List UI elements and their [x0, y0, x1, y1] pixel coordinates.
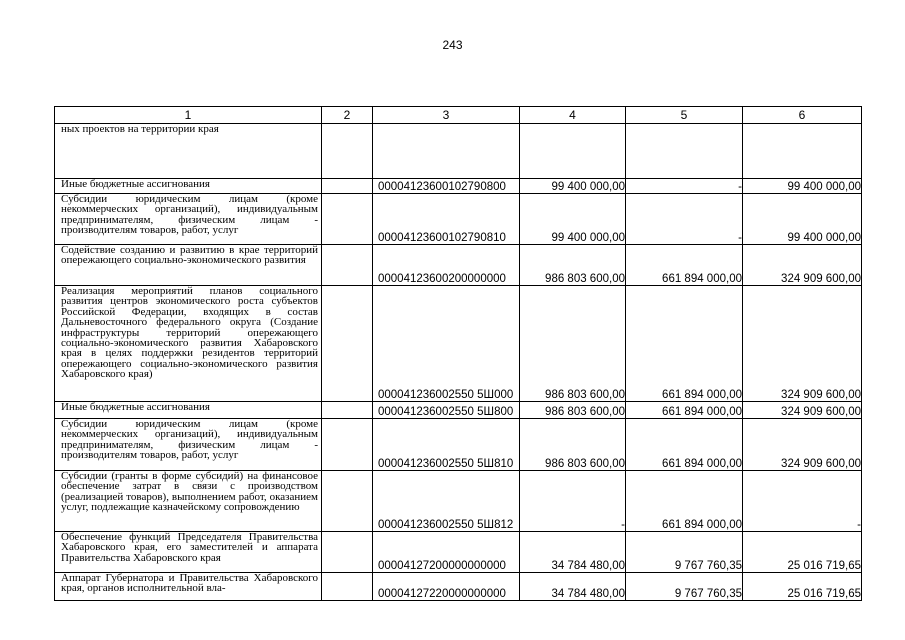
- row-col2: [322, 124, 373, 179]
- table-row: [55, 532, 862, 573]
- row-value-5: 9 767 760,35: [626, 532, 743, 573]
- row-value-4: 986 803 600,00: [520, 402, 626, 419]
- row-code: 00004123600102790800: [373, 179, 520, 194]
- row-col2: [322, 179, 373, 194]
- row-value-5: 661 894 000,00: [626, 471, 743, 532]
- row-col2: [322, 532, 373, 573]
- row-code: 000041236002550 5Ш810: [373, 419, 520, 471]
- table-row: [55, 245, 862, 286]
- row-value-4: 34 784 480,00: [520, 532, 626, 573]
- row-name: Содействие созданию и развитию в крае территорий опережающего социально-экономического развития: [55, 245, 322, 286]
- table-row: [55, 573, 862, 601]
- row-value-6: 99 400 000,00: [743, 194, 862, 245]
- row-value-4: 986 803 600,00: [520, 245, 626, 286]
- row-value-4: 99 400 000,00: [520, 179, 626, 194]
- row-value-6: [743, 124, 862, 179]
- header-col-4: 4: [520, 107, 626, 124]
- row-value-4: 986 803 600,00: [520, 419, 626, 471]
- table-row: [55, 194, 862, 245]
- row-name: ных проектов на территории края: [55, 124, 322, 179]
- row-name: Реализация мероприятий планов социального развития центров экономического роста субъектов Российской Федерации, входящих в состав Дальневосточного федерального округа (Создание инфраструктуры территорий опережающего социально-экономического развития Хабаровского края в целях поддержки резидентов территорий опережающего социально-экономического развития Хабаровского края): [55, 286, 322, 402]
- row-value-6: -: [743, 471, 862, 532]
- row-col2: [322, 194, 373, 245]
- row-code: 000041236002550 5Ш000: [373, 286, 520, 402]
- row-col2: [322, 402, 373, 419]
- row-value-5: -: [626, 179, 743, 194]
- row-value-4: [520, 124, 626, 179]
- table-header-row: [55, 107, 862, 124]
- table-row: [55, 471, 862, 532]
- page-number: 243: [442, 38, 463, 52]
- header-col-1: 1: [55, 107, 322, 124]
- row-value-4: -: [520, 471, 626, 532]
- row-value-5: 661 894 000,00: [626, 402, 743, 419]
- table-row: [55, 419, 862, 471]
- row-value-6: 324 909 600,00: [743, 402, 862, 419]
- row-col2: [322, 471, 373, 532]
- table-row: [55, 179, 862, 194]
- header-col-5: 5: [626, 107, 743, 124]
- row-col2: [322, 245, 373, 286]
- row-name: Иные бюджетные ассигнования: [55, 179, 322, 194]
- row-name: Субсидии юридическим лицам (кроме некоммерческих организаций), индивидуальным предпринимателям, физическим лицам - производителям товаров, работ, услуг: [55, 419, 322, 471]
- row-name: Обеспечение функций Председателя Правительства Хабаровского края, его заместителей и аппарата Правительства Хабаровского края: [55, 532, 322, 573]
- table-row: [55, 124, 862, 179]
- row-col2: [322, 419, 373, 471]
- row-value-5: 661 894 000,00: [626, 245, 743, 286]
- table-row: [55, 402, 862, 419]
- row-name: Субсидии юридическим лицам (кроме некоммерческих организаций), индивидуальным предпринимателям, физическим лицам - производителям товаров, работ, услуг: [55, 194, 322, 245]
- row-code: 000041236002550 5Ш800: [373, 402, 520, 419]
- row-code: 00004127200000000000: [373, 532, 520, 573]
- row-value-4: 99 400 000,00: [520, 194, 626, 245]
- row-value-6: 324 909 600,00: [743, 245, 862, 286]
- budget-table: [54, 106, 862, 601]
- row-value-4: 986 803 600,00: [520, 286, 626, 402]
- row-code: 00004123600200000000: [373, 245, 520, 286]
- table-row: [55, 286, 862, 402]
- header-col-3: 3: [373, 107, 520, 124]
- row-value-5: 9 767 760,35: [626, 573, 743, 601]
- row-name: Аппарат Губернатора и Правительства Хабаровского края, органов исполнительной вла-: [55, 573, 322, 601]
- row-col2: [322, 286, 373, 402]
- row-value-6: 324 909 600,00: [743, 419, 862, 471]
- row-code: [373, 124, 520, 179]
- row-code: 00004123600102790810: [373, 194, 520, 245]
- row-value-5: 661 894 000,00: [626, 419, 743, 471]
- row-col2: [322, 573, 373, 601]
- row-value-6: 25 016 719,65: [743, 573, 862, 601]
- row-value-5: [626, 124, 743, 179]
- row-value-6: 25 016 719,65: [743, 532, 862, 573]
- row-value-5: -: [626, 194, 743, 245]
- row-code: 00004127220000000000: [373, 573, 520, 601]
- header-col-6: 6: [743, 107, 862, 124]
- row-value-6: 99 400 000,00: [743, 179, 862, 194]
- row-code: 000041236002550 5Ш812: [373, 471, 520, 532]
- row-name: Иные бюджетные ассигнования: [55, 402, 322, 419]
- row-value-6: 324 909 600,00: [743, 286, 862, 402]
- header-col-2: 2: [322, 107, 373, 124]
- row-value-5: 661 894 000,00: [626, 286, 743, 402]
- row-name: Субсидии (гранты в форме субсидий) на финансовое обеспечение затрат в связи с производством (реализацией товаров), выполнением работ, оказанием услуг, подлежащие казначейскому сопровождению: [55, 471, 322, 532]
- row-value-4: 34 784 480,00: [520, 573, 626, 601]
